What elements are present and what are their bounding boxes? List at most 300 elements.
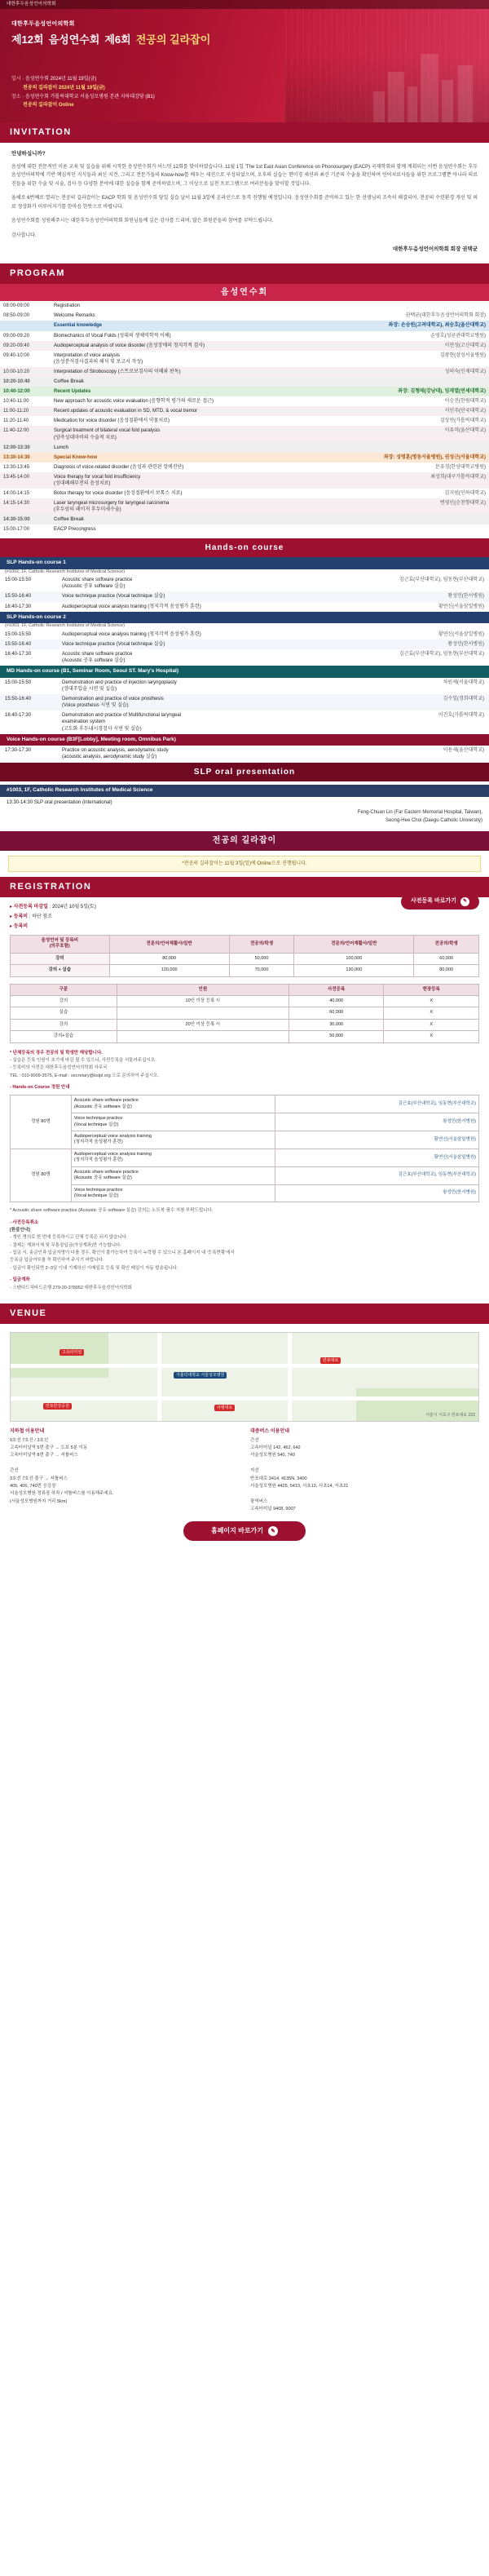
program-row-time: 11:00-11:20 [0, 406, 51, 416]
capacity-label: 정원 80명 [11, 1149, 72, 1202]
group-fee-header: 인원 [117, 984, 289, 995]
handson-table [0, 575, 489, 611]
group-fee-cell: 강의 [11, 995, 117, 1007]
hero-title-main: 음성연수회 [48, 33, 100, 46]
invitation-paragraph: 음성에 대한 전문적인 이론 교육 및 실습을 위해 시작한 음성연수회가 어느덧 12회를 맞이하였습니다. 11월 1일 'The 1st East Asian Conference on Phonosurgery (EACP) 국제학회와 함께 계획되는 이번 음성연수회는 후두음성언어의학에 기반 핵심적인 지식들과 최신 지견, 그리고 전문가들의 Know-how를 배우는 세션으로 구성되었으며, 오후의 실습는 현미경 세션과 최신 기준의 수술을 확인하여 언어치료사들을 위한 프로그램뿐 아니라 의료진들을 위한 수술 및 시술, 검사 등 다양한 분야에 대한 실습을 함께 준비하였으며, 그 이상으로 실천 프로그램으로 여러분들을 맞이할 것입니다. [11, 164, 478, 187]
hero-title-sub: 전공의 길라잡이 [135, 33, 211, 46]
cancel-note: 등록금 입금여부를 꼭 확인하여 주시기 바랍니다. [10, 1258, 104, 1264]
registration-section-title: REGISTRATION [0, 877, 489, 897]
fee-row-value: 80,000 [109, 953, 229, 964]
bus-directions [250, 1428, 479, 1514]
cancel-sub: [환불안내] [10, 1228, 30, 1233]
map-pin-venue: 가톨릭대학교 서울성모병원 [174, 1372, 227, 1379]
invitation-section-title: INVITATION [0, 122, 489, 143]
invitation-paragraph: 감사합니다. [11, 232, 37, 238]
capacity-instructor: 황연신(서울삼일병원) [275, 1149, 478, 1166]
handson-row-title: Voice technique practice (Vocal technique 실습) [57, 591, 371, 601]
program-row-title: Essential knowledge [51, 321, 367, 330]
hero-date-value: 음성연수회 2024년 11월 19일(금) [24, 76, 97, 82]
fee-row-value: 60,000 [414, 953, 479, 964]
subway-heading: 지하철 이용안내 [10, 1428, 45, 1434]
account-title: - 입금계좌 [10, 1277, 30, 1283]
group-fee-row [11, 1019, 479, 1030]
program-row-time: 09:00-09:20 [3, 333, 30, 339]
program-row [0, 341, 489, 351]
reg-value: 하단 참조 [32, 914, 52, 919]
fee-row-value: 50,000 [229, 953, 294, 964]
capacity-course: Audioperceptual voice analysis training (청지각적 음성평가 훈련) [71, 1131, 275, 1149]
direction-line: 고속터미널역 5번 출구 → 도보 5분 이동 [10, 1445, 88, 1451]
slp-oral-presenter: Feng-Chuan Lin (Far Eastern Memorial Hospital, Taiwan), [357, 809, 482, 815]
direction-line [250, 1490, 479, 1498]
direction-line: 고속터미널 142, 462, 642 [250, 1445, 301, 1451]
handson-row-time: 15:50-16:40 [0, 640, 57, 649]
program-row-title: Welcome Remarks [54, 313, 95, 319]
program-row [0, 367, 489, 377]
capacity-instructor: 왕성민(한서병원) [275, 1184, 478, 1202]
program-row [0, 416, 489, 426]
direction-line: 고속터미널역 8번 출구 → 셔틀버스 [10, 1453, 78, 1458]
handson-row-speaker: 차원제(서울대학교) [443, 679, 484, 685]
group-fee-row [11, 1007, 479, 1019]
program-row [0, 406, 489, 416]
registration-notes [10, 1050, 479, 1092]
capacity-label: 정원 80명 [11, 1095, 72, 1149]
fee-table-row [11, 965, 479, 976]
program-row [0, 426, 489, 442]
handson-body [0, 557, 489, 763]
handson-row [0, 746, 489, 762]
cancel-note: - 입금 시, 송금인과 입금자명이 다를 경우, 확인이 불가능하여 등록이 누락될 수 있으니 본 홈페이지 내 '등록현황'에서 [10, 1250, 235, 1256]
program-row-title: Coffee Break [51, 515, 367, 524]
hero-topbar: 대한후두음성언어의학회 [0, 0, 489, 9]
program-row [0, 377, 489, 387]
slp-oral-line: 13:30-14:30 SLP oral presentation (international) [7, 799, 112, 805]
program-row-speaker: 좌장: 김형태(강남대), 임재열(연세대학교) [367, 387, 489, 396]
capacity-row [11, 1113, 479, 1131]
program-center-title: 음성연수회 [0, 284, 489, 302]
program-body [0, 301, 489, 538]
handson-capacity-title: - Hands-on Course 정원 안내 [10, 1085, 70, 1090]
cancel-title: - 사전등록취소 [10, 1219, 39, 1225]
program-row-speaker: 이연성(고신대학교) [367, 341, 489, 351]
handson-row-title: Practice on acoustic analysis, aerodynamic study (acoustic analysis, aerodynamic study 실습) [62, 748, 169, 760]
handson-row-title: Demonstration and practice of voice prosthesis (Voice prosthesis 시연 및 실습) [57, 694, 371, 710]
invitation-paragraph: 올해로 6번째로 열리는 전공의 길라잡이는 EACP 학회 및 음성연수회 당일 실습 날이 11월 3일에 온라인으로 동격 진행될 예정입니다. 음성연수회를 준비하고 있는 한 선생님의 조속히 해결되어, 전공의 수련환경 개선 및 의료 정상화가 이루어지기를 한마음 한뜻으로 바랍니다. [11, 196, 478, 210]
program-row-time: 11:20-11:40 [3, 418, 29, 424]
capacity-course: Acoustic share software practice (Acoustic 공유 software 실습) [71, 1166, 275, 1184]
handson-group-header: MD Hands-on course (B1, Seminar Room, Seoul ST. Mary's Hospital) [0, 666, 489, 678]
pencil-icon: ✎ [268, 1526, 278, 1536]
program-row-time: 10:40-11:00 [3, 399, 29, 405]
handson-row-title: Demonstration and practice of Multifunctional laryngeal examination system (고도화 후두내시경검사 시연 및 실습) [62, 713, 182, 732]
program-row [0, 443, 489, 453]
group-fee-cell: X [384, 1019, 479, 1030]
map-pin: 반포한강공원 [43, 1403, 72, 1410]
program-row-title: Diagnosis of voice-related disorder (음성과 관련된 장애진단) [54, 464, 184, 470]
capacity-row [11, 1095, 479, 1113]
hero-date-label: 일시 [11, 76, 21, 82]
fee-table-header: 전문의/언어재활사/일반 [294, 935, 414, 953]
venue-section-title: VENUE [0, 1303, 489, 1324]
handson-row-speaker: 김근효(부산대학교), 임동현(부산대학교) [399, 652, 484, 657]
program-row-title: Interpretation of Stroboscopy (스트로보검사의 이해와 판독) [51, 367, 367, 377]
hero-place-value-2: 전공의 길라잡이 Online [23, 103, 74, 108]
program-row-speaker: 좌장: 성명훈(명동서울병원), 권성근(서울대학교) [367, 453, 489, 463]
program-row [0, 515, 489, 524]
invitation-paragraph: 음성연수회를 성원해주시는 대한후두음성언어의학회 회원님들께 깊은 감사를 드리며, 많은 회원분들의 참여를 부탁드립니다. [11, 219, 274, 224]
hero-organization: 대한후두음성언어의학회 [11, 21, 75, 27]
fee-table-header: 음성언어 및 등록비 (의무포함) [11, 935, 110, 953]
capacity-course: Acoustic share software practice (Acoustic 공유 software 실습) [71, 1095, 275, 1113]
handson-row-speaker: 황연신(서울삼일병원) [438, 631, 484, 637]
program-row-speaker: 서인주(단국대학교) [367, 406, 489, 416]
group-fee-header: 현장등록 [384, 984, 479, 995]
fee-row-value: 130,000 [294, 965, 414, 976]
group-fee-cell [117, 1031, 289, 1042]
map-pin: 사평대로 [214, 1405, 235, 1412]
handson-row [0, 710, 489, 733]
handson-capacity-table [10, 1095, 479, 1202]
handson-row-title: Acoustic share software practice (Acoustic 공유 software 실습) [62, 652, 133, 664]
program-row [0, 396, 489, 406]
slp-oral-body [0, 781, 489, 831]
direction-line [10, 1460, 239, 1467]
fee-table-header: 전문의/언어재활사/일반 [109, 935, 229, 953]
program-row-title: Surgical treatment of bilateral vocal fold paralysis (양측성대마비의 수술적 치료) [51, 426, 367, 442]
map-road [11, 1364, 478, 1368]
handson-row-speaker: 이진호(가톨릭대학교) [438, 713, 484, 719]
program-row-title: Special Know-how [51, 453, 367, 463]
handson-row-speaker: 김수일(경희대학교) [371, 694, 489, 710]
cancel-note: - 개인 명의로 한 번에 등록하시고 단체 등록은 되지 않습니다. [10, 1235, 128, 1241]
hero-date-value-2: 전공의 길라잡이 2024년 11월 19일(금) [23, 85, 105, 91]
program-row-time: 09:40-10:00 [3, 352, 30, 358]
direction-line: 광역버스 [250, 1498, 268, 1504]
homepage-button[interactable] [183, 1521, 306, 1541]
program-row-speaker [367, 377, 489, 387]
program-row-title: Coffee Break [51, 377, 367, 387]
handson-row [0, 630, 489, 640]
account-value: - 스탠다드차타드은행 279-20-378052 대한후두음성언어의학회 [10, 1285, 132, 1290]
reg-note: * 단체등록의 경우 전공의 및 학생만 해당합니다. [10, 1050, 103, 1056]
reg-label: 등록비 [13, 914, 29, 919]
venue-map[interactable] [10, 1332, 479, 1422]
resident-guide-title: 전공의 길라잡이 [0, 831, 489, 851]
reg-line: ▸ 등록비 : 하단 참조 [10, 914, 52, 919]
program-row-title: Recent updates of acoustic evaluation in SD, MTD, & vocal tremor [51, 406, 367, 416]
handson-row-time: 15:00-15:50 [5, 631, 32, 637]
program-row-title: Registration [54, 303, 81, 309]
fee-row-value: 80,000 [414, 965, 479, 976]
direction-line: 3호선 7호선 출구 → 셔틀버스 [10, 1476, 68, 1481]
program-row-title: Recent Updates [51, 387, 367, 396]
direction-line: 간선 [10, 1468, 19, 1474]
capacity-instructor: 황연신(서울삼일병원) [275, 1131, 478, 1149]
reg-line: ▸ 등록비 [10, 923, 29, 929]
handson-row-time: 15:50-16:40 [0, 591, 57, 601]
handson-row [0, 678, 489, 694]
map-pin: 고속터미널 [59, 1349, 84, 1357]
direction-line: 지선 [250, 1468, 259, 1474]
direction-line: 9호선 7호선 / 3호선 [10, 1437, 49, 1443]
handson-row-speaker: 왕성민(한서병원) [371, 640, 489, 649]
program-row [0, 321, 489, 330]
program-row-speaker: 이승진(한림대학교) [444, 399, 486, 405]
pencil-icon: ✎ [460, 897, 469, 906]
handson-row-title: Audioperceptual voice analysis training (청지각적 음성평가 훈련) [62, 604, 201, 609]
program-row [0, 498, 489, 515]
program-row-time: 12:00-13:30 [0, 443, 51, 453]
cancel-note: - 입금이 확인되면 2~3일 이내 기재하신 이메일로 등록 및 확인 메일이 자동 발송됩니다. [10, 1265, 178, 1271]
program-row [0, 489, 489, 498]
handson-table [0, 746, 489, 762]
group-fee-cell: 실습 [11, 1007, 117, 1019]
program-row-speaker: 손영호(성균관대학교병원) [430, 333, 486, 339]
fee-row-label: 강의 + 실습 [11, 965, 110, 976]
handson-row [0, 694, 489, 710]
group-fee-cell: 10인 이상 등록 시 [117, 995, 289, 1007]
capacity-row [11, 1166, 479, 1184]
slp-oral-section-title: SLP oral presentation [0, 763, 489, 782]
hero-edition-1: 제12회 [11, 33, 44, 46]
handson-group-header: SLP Hands-on course 1 [0, 557, 489, 569]
capacity-course: Voice technique practice (Vocal technique 실습) [71, 1113, 275, 1131]
fee-row-label: 강의 [11, 953, 110, 964]
fee-row-value: 120,000 [109, 965, 229, 976]
direction-line: 서울성모병원 정류장 하차 / 셔틀버스를 이용해주세요. [10, 1491, 114, 1497]
map-pin: 반포대로 [320, 1357, 341, 1365]
program-row-title: EACP Precongress [54, 527, 96, 533]
direction-line: 간선 [250, 1437, 259, 1443]
reg-note: - 등록비의 사전은 대한후두음성언어의학회 사무국 [10, 1065, 108, 1071]
program-row-time: 10:00-10:20 [0, 367, 51, 377]
preregister-button[interactable] [401, 894, 479, 910]
program-row-title: Botox therapy for voice disorder (음성질환에서 보톡스 치료) [54, 491, 183, 497]
map-road [11, 1396, 478, 1401]
handson-row [0, 640, 489, 649]
handson-row-title: Acoustic share software practice (Acoustic 공유 software 실습) [62, 578, 133, 590]
bus-heading: 대중버스 이용안내 [250, 1428, 290, 1434]
cancel-note: - 결제는 계좌이체 및 무통장입금(가상계좌)만 가능합니다. [10, 1242, 121, 1248]
handson-group-header: SLP Hands-on course 2 [0, 612, 489, 624]
fee-row-value: 70,000 [229, 965, 294, 976]
slp-oral-presenter: Seong-Hee Choi (Daegu Catholic University) [385, 818, 482, 824]
program-row-time: 10:40-12:00 [0, 387, 51, 396]
program-row-time: 08:00-09:00 [3, 303, 30, 309]
invitation-signature: 대한후두음성언어의학회 회장 권택균 [392, 246, 478, 253]
program-row [0, 351, 489, 367]
reg-label: 등록비 [13, 923, 29, 929]
group-fee-cell: X [384, 1007, 479, 1019]
handson-row-time: 16:40-17:30 [5, 713, 32, 719]
reg-value: 2024년 10월 5일(토) [51, 904, 96, 910]
fee-table-header: 전공의/학생 [414, 935, 479, 953]
direction-line: 405, 406, 740번 승강장 [10, 1483, 56, 1489]
fee-table-header: 전공의/학생 [229, 935, 294, 953]
group-fee-cell: 20인 이상 등록 시 [117, 1019, 289, 1030]
program-row [0, 453, 489, 463]
handson-group-header: Voice Hands-on course (B3F[Lobby], Meeting room, Omnibus Park) [0, 734, 489, 746]
handson-row-title: Demonstration and practice of injection laryngoplasty (성대주입술 시연 및 실습) [62, 679, 177, 693]
slp-oral-location: #1003, 1F, Catholic Research Institutes of Medical Science [0, 785, 489, 797]
program-row [0, 331, 489, 341]
handson-row [0, 649, 489, 666]
homepage-label: 홈페이지 바로가기 [210, 1526, 264, 1534]
reg-note: - 실습은 등록 인원이 초기에 마감 될 수 있으니, 사전등록을 서둘러주십시오. [10, 1057, 156, 1063]
program-row-title: Interpretation of voice analysis (음성분석검사결과의 해석 및 보고서 작성) [54, 352, 143, 365]
handson-table [0, 678, 489, 734]
capacity-row [11, 1149, 479, 1166]
handson-table [0, 630, 489, 666]
program-row-speaker: 성의숙(인제대학교) [367, 367, 489, 377]
venue-directions [10, 1428, 479, 1514]
program-row-title: Audioperceptual analysis of voice disorder (음성장애의 청지각적 검사) [51, 341, 367, 351]
program-row [0, 301, 489, 311]
invitation-greeting: 안녕하십니까? [11, 150, 46, 157]
direction-line: 서울성모병원 540, 740 [250, 1453, 295, 1458]
program-row-speaker [367, 301, 489, 311]
group-fee-row [11, 995, 479, 1007]
handson-row-time: 15:00-15:50 [5, 679, 32, 685]
program-row-speaker: 변영인(순천향대학교) [367, 498, 489, 515]
handson-row [0, 591, 489, 601]
resident-guide-note: *전공의 길라잡이는 11월 3일(일)에 Online으로 진행됩니다. [8, 856, 481, 872]
handson-row-speaker: 황연신(서울삼일병원) [438, 604, 484, 609]
handson-row-speaker: 김근효(부산대학교), 임동현(부산대학교) [399, 578, 484, 583]
program-row-title: Laser laryngeal microsurgery for laryngeal carcinoma (후두암의 레이저 후두미세수술) [51, 498, 367, 515]
capacity-row [11, 1131, 479, 1149]
program-row-time: 14:15-14:30 [0, 498, 51, 515]
group-fee-cell: X [384, 1031, 479, 1042]
program-row-speaker: 김광현(삼성서울병원) [439, 352, 486, 358]
reg-line: ▸ 사전등록 마감일 : 2024년 10월 5일(토) [10, 904, 96, 910]
program-row [0, 472, 489, 489]
hero-place-value: 음성연수회 가톨릭대학교 서울성모병원 본관 지하대강당 (B1) [24, 94, 155, 100]
program-row-speaker: 이유미(울산대학교) [367, 426, 489, 442]
hero-place-label: 장소 [11, 94, 21, 100]
program-row-speaker: 권택균(대한후두음성언어의학회 회장) [405, 313, 486, 319]
program-row-title: Medication for voice disorder (음성질환에서 약물치료) [54, 418, 170, 424]
program-row-time: 09:20-09:40 [0, 341, 51, 351]
group-fee-cell: 60,000 [289, 1007, 384, 1019]
program-row-speaker: 문유경(한양대학교병원) [435, 464, 486, 470]
program-row-time: 13:45-14:00 [0, 472, 51, 489]
capacity-instructor: 왕성민(한서병원) [275, 1113, 478, 1131]
program-row-title: New approach for acoustic voice evaluation (음향학적 평가의 새로운 접근) [54, 399, 214, 405]
program-section-title: PROGRAM [0, 263, 489, 284]
group-fee-cell: 40,000 [289, 995, 384, 1007]
handson-row-speaker: 왕성민(한서병원) [371, 591, 489, 601]
map-road [157, 1333, 161, 1421]
program-row-time [0, 321, 51, 330]
handson-footnote: * Acoustic share software practice (Acoustic 공유 software 실습) 강의는 노트북 필수 지참 부탁드립니다. [10, 1208, 214, 1214]
handson-group-location: (#1002, 1F, Catholic Research Institutes of Medical Science) [5, 569, 126, 574]
map-caption: 서울시 서초구 반포대로 222 [425, 1412, 475, 1418]
program-row-speaker [367, 515, 489, 524]
hero-edition-2: 제6회 [104, 33, 131, 46]
program-row-title: Biomechanics of Vocal Folds (성대의 생체역학적 이해) [54, 333, 171, 339]
invitation-body [0, 143, 489, 263]
subway-directions [10, 1428, 239, 1514]
direction-line: 반포대로 3414, 4135N, 3400 [250, 1476, 307, 1481]
group-fee-cell: 강의+실습 [11, 1031, 117, 1042]
handson-row [0, 602, 489, 612]
handson-section-title: Hands-on course [0, 538, 489, 558]
registration-body [0, 897, 489, 1303]
program-row-speaker: 김지원(인하대학교) [444, 491, 486, 497]
group-fee-table [10, 984, 479, 1043]
program-row-time: 14:00-14:15 [3, 491, 30, 497]
handson-row-time: 16:40-17:30 [5, 604, 32, 609]
group-fee-cell: 30,000 [289, 1019, 384, 1030]
group-fee-header: 사전등록 [289, 984, 384, 995]
direction-line: (서울성모병원까지 거리 5km) [10, 1498, 68, 1504]
capacity-instructor: 김근효(부산대학교), 임동현(부산대학교) [275, 1166, 478, 1184]
reg-note: TEL : 010-9009-3575, E-mail : secretary@kslpl.org 으로 문의하여 주십시오. [10, 1073, 159, 1078]
handson-group-location: (#1003, 1F, Catholic Research Institutes of Medical Science) [5, 623, 126, 629]
handson-row-title: Audioperceptual voice analysis training (청지각적 음성평가 훈련) [62, 631, 201, 637]
group-fee-cell: 강의 [11, 1019, 117, 1030]
program-row-time: 13:30-13:45 [3, 464, 30, 470]
program-row-title: Voice therapy for vocal fold insufficiency (성대폐쇄부전의 음성치료) [51, 472, 367, 489]
group-fee-cell: X [384, 995, 479, 1007]
map-road [288, 1333, 292, 1421]
capacity-row [11, 1184, 479, 1202]
program-row [0, 311, 489, 321]
program-row-time: 10:20-10:40 [0, 377, 51, 387]
handson-row-speaker: 이용세(울산대학교) [443, 748, 484, 754]
venue-body [0, 1324, 489, 1561]
group-fee-row [11, 1031, 479, 1042]
program-row-time: 13:30-14:30 [0, 453, 51, 463]
program-row [0, 524, 489, 534]
group-fee-header: 구분 [11, 984, 117, 995]
program-row-time: 15:00-17:00 [3, 527, 30, 533]
direction-line: 서울성모병원 4425, 5413, 서초13, 서초14, 서초21 [250, 1483, 349, 1489]
hero-banner: 대한후두음성언어의학회 대한후두음성언어의학회 제12회 음성연수회 제6회 전공의 길라잡이 일시 · 음성연수회 2024년 11월 19일(금) 전공의 길라잡이 2024년 11월 19일(금) 장소 · 음성연수회 가톨릭대학교 서울성모병원 본관 지하대강당 (B1) 전공의 길라잡이 Online [0, 0, 489, 122]
handson-row-time: 17:30-17:30 [5, 748, 32, 754]
program-row-speaker: 김상연(가톨릭대학교) [439, 418, 486, 424]
program-row [0, 463, 489, 472]
program-row-speaker: 좌장: 손승원(고려대학교), 최승호(울산대학교) [367, 321, 489, 330]
group-fee-cell [117, 1007, 289, 1019]
fee-table-row [11, 953, 479, 964]
program-row-speaker: 최성희(대구가톨릭대학교) [367, 472, 489, 489]
program-row [0, 387, 489, 396]
reg-label: 사전등록 마감일 [13, 904, 48, 910]
program-row-speaker [367, 524, 489, 534]
handson-row-time: 15:50-16:40 [0, 694, 57, 710]
program-row-time: 14:30-15:00 [0, 515, 51, 524]
program-row-time: 11:40-12:00 [0, 426, 51, 442]
handson-row-time: 15:00-15:50 [5, 578, 32, 583]
direction-line [250, 1460, 479, 1467]
program-row-title: Lunch [51, 443, 367, 453]
handson-row-title: Voice technique practice (Vocal technique 실습) [57, 640, 371, 649]
program-table [0, 301, 489, 534]
handson-row [0, 575, 489, 591]
capacity-instructor: 김근효(부산대학교), 임동현(부산대학교) [275, 1095, 478, 1113]
capacity-course: Audioperceptual voice analysis training (청지각적 음성평가 훈련) [71, 1149, 275, 1166]
program-row-time: 08:50-09:00 [3, 313, 30, 319]
capacity-course: Voice technique practice (Vocal technique 실습) [71, 1184, 275, 1202]
program-row-speaker [367, 443, 489, 453]
direction-line: 고속터미널 9408, 9007 [250, 1506, 296, 1512]
fee-table [10, 935, 479, 977]
preregister-label: 사전등록 바로가기 [410, 898, 456, 905]
fee-row-value: 100,000 [294, 953, 414, 964]
